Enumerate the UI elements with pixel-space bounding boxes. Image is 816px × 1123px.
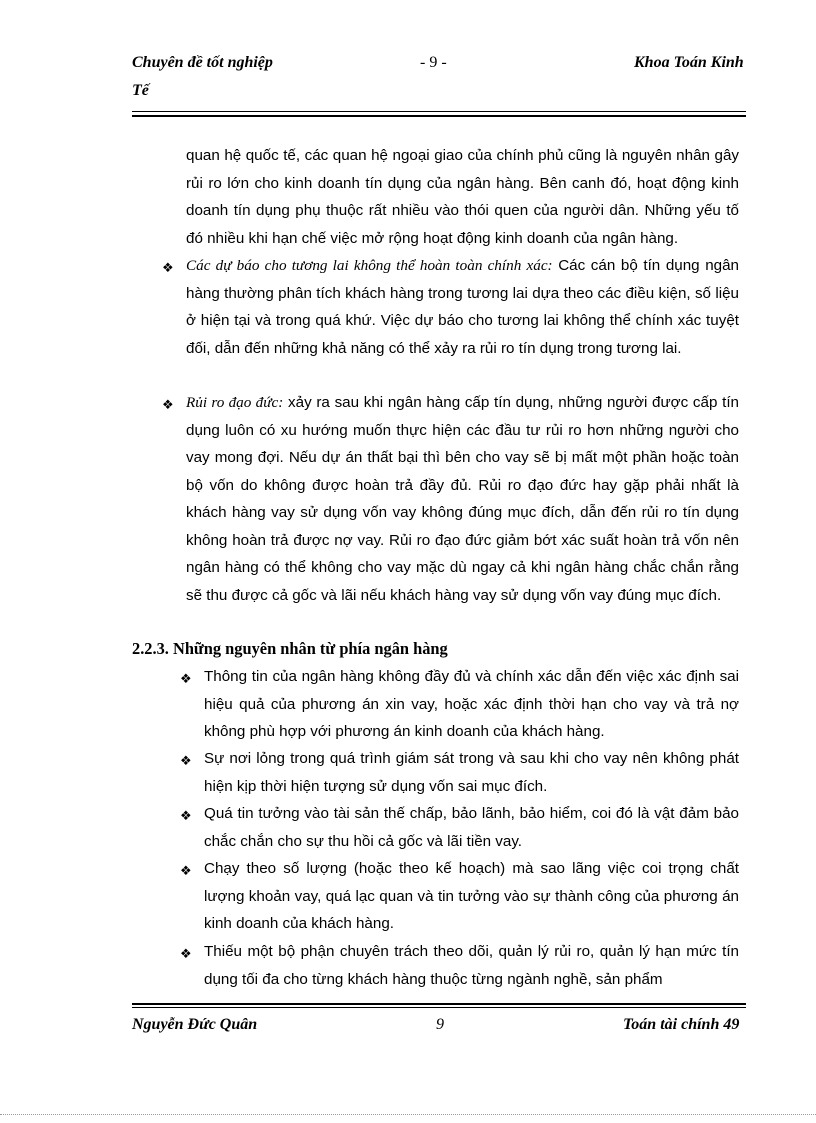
- page-break-line: [0, 1114, 816, 1115]
- header-page-number: - 9 -: [420, 54, 447, 71]
- bullet-diamond-icon: ❖: [162, 261, 174, 276]
- header-rule: [132, 111, 746, 112]
- list-item: Chạy theo số lượng (hoặc theo kế hoạch) mà sao lãng việc coi trọng chất lượng khoản vay, quá lạc quan và tin tưởng vào sự thành công của phương án kinh doanh của khách hàng.: [204, 860, 739, 932]
- bullet-diamond-icon: ❖: [180, 809, 192, 824]
- footer-rule-thick: [132, 1003, 746, 1005]
- bullet-forecast-lead: Các dự báo cho tương lai không thể hoàn toàn chính xác:: [186, 257, 553, 274]
- bullet-moral-hazard-paragraph: [186, 389, 739, 609]
- bullet-forecast-paragraph: [186, 252, 739, 362]
- bullet-diamond-icon: ❖: [162, 398, 174, 413]
- header-rule-thick: [132, 115, 746, 117]
- section-heading: 2.2.3. Những nguyên nhân từ phía ngân hàng: [132, 639, 448, 658]
- bullet-forecast-text: Các cán bộ tín dụng ngân hàng thường phân tích khách hàng trong tương lai dựa theo các điều kiện, số liệu ở hiện tại và trong quá khứ. Việc dự báo cho tương lai không thể chính xác tuyệt đối, dẫn đến những khả năng có thể xảy ra rủi ro tín dụng trong tương lai.: [186, 257, 739, 357]
- footer-class: Toán tài chính 49: [623, 1016, 740, 1033]
- bullet-diamond-icon: ❖: [180, 947, 192, 962]
- footer-rule: [132, 1007, 746, 1008]
- list-item: Thông tin của ngân hàng không đầy đủ và chính xác dẫn đến việc xác định sai hiệu quả của phương án xin vay, hoặc xác định thời hạn cho vay và trả nợ không phù hợp với phương án kinh doanh của khách hàng.: [204, 668, 739, 740]
- header-title: Chuyên đề tốt nghiệp: [132, 54, 273, 71]
- header-department: Khoa Toán Kinh: [634, 54, 744, 71]
- list-item: Quá tin tưởng vào tài sản thế chấp, bảo lãnh, bảo hiểm, coi đó là vật đảm bảo chắc chắn cho sự thu hồi cả gốc và lãi tiền vay.: [204, 805, 739, 850]
- footer-author: Nguyễn Đức Quân: [132, 1016, 258, 1033]
- header-title-continued: Tế: [132, 82, 149, 99]
- footer-page-number: 9: [436, 1016, 444, 1033]
- bullet-moral-hazard-lead: Rủi ro đạo đức:: [186, 394, 284, 411]
- bullet-diamond-icon: ❖: [180, 864, 192, 879]
- bullet-moral-hazard-text: xảy ra sau khi ngân hàng cấp tín dụng, những người được cấp tín dụng luôn có xu hướng muốn thực hiện các đầu tư rủi ro hơn những người cho vay mong đợi. Nếu dự án thất bại thì bên cho vay sẽ bị mất một phần hoặc toàn bộ vốn do không được hoàn trả đầy đủ. Rủi ro đạo đức hay gặp phải nhất là khách hàng vay sử dụng vốn vay không đúng mục đích, dẫn đến rủi ro tín dụng không hoàn trả được nợ vay. Rủi ro đạo đức giảm bớt xác suất hoàn trả vốn nên ngân hàng có thể không cho vay mặc dù ngay cả khi ngân hàng chắc chắn rằng sẽ thu được cả gốc và lãi nếu khách hàng vay sử dụng vốn vay đúng mục đích.: [186, 394, 739, 604]
- intro-paragraph: quan hệ quốc tế, các quan hệ ngoại giao của chính phủ cũng là nguyên nhân gây rủi ro lớn cho kinh doanh tín dụng của ngân hàng. Bên canh đó, hoạt động kinh doanh tín dụng phụ thuộc rất nhiều vào thói quen của người dân. Những yếu tố đó nhiều khi hạn chế việc mở rộng hoạt động kinh doanh của ngân hàng.: [186, 147, 739, 247]
- bullet-diamond-icon: ❖: [180, 754, 192, 769]
- list-item: Sự nơi lỏng trong quá trình giám sát trong và sau khi cho vay nên không phát hiện kịp thời hiện tượng sử dụng vốn sai mục đích.: [204, 750, 739, 795]
- bullet-diamond-icon: ❖: [180, 672, 192, 687]
- list-item: Thiếu một bộ phận chuyên trách theo dõi, quản lý rủi ro, quản lý hạn mức tín dụng tối đa cho từng khách hàng thuộc từng ngành nghề, sản phẩm: [204, 943, 739, 988]
